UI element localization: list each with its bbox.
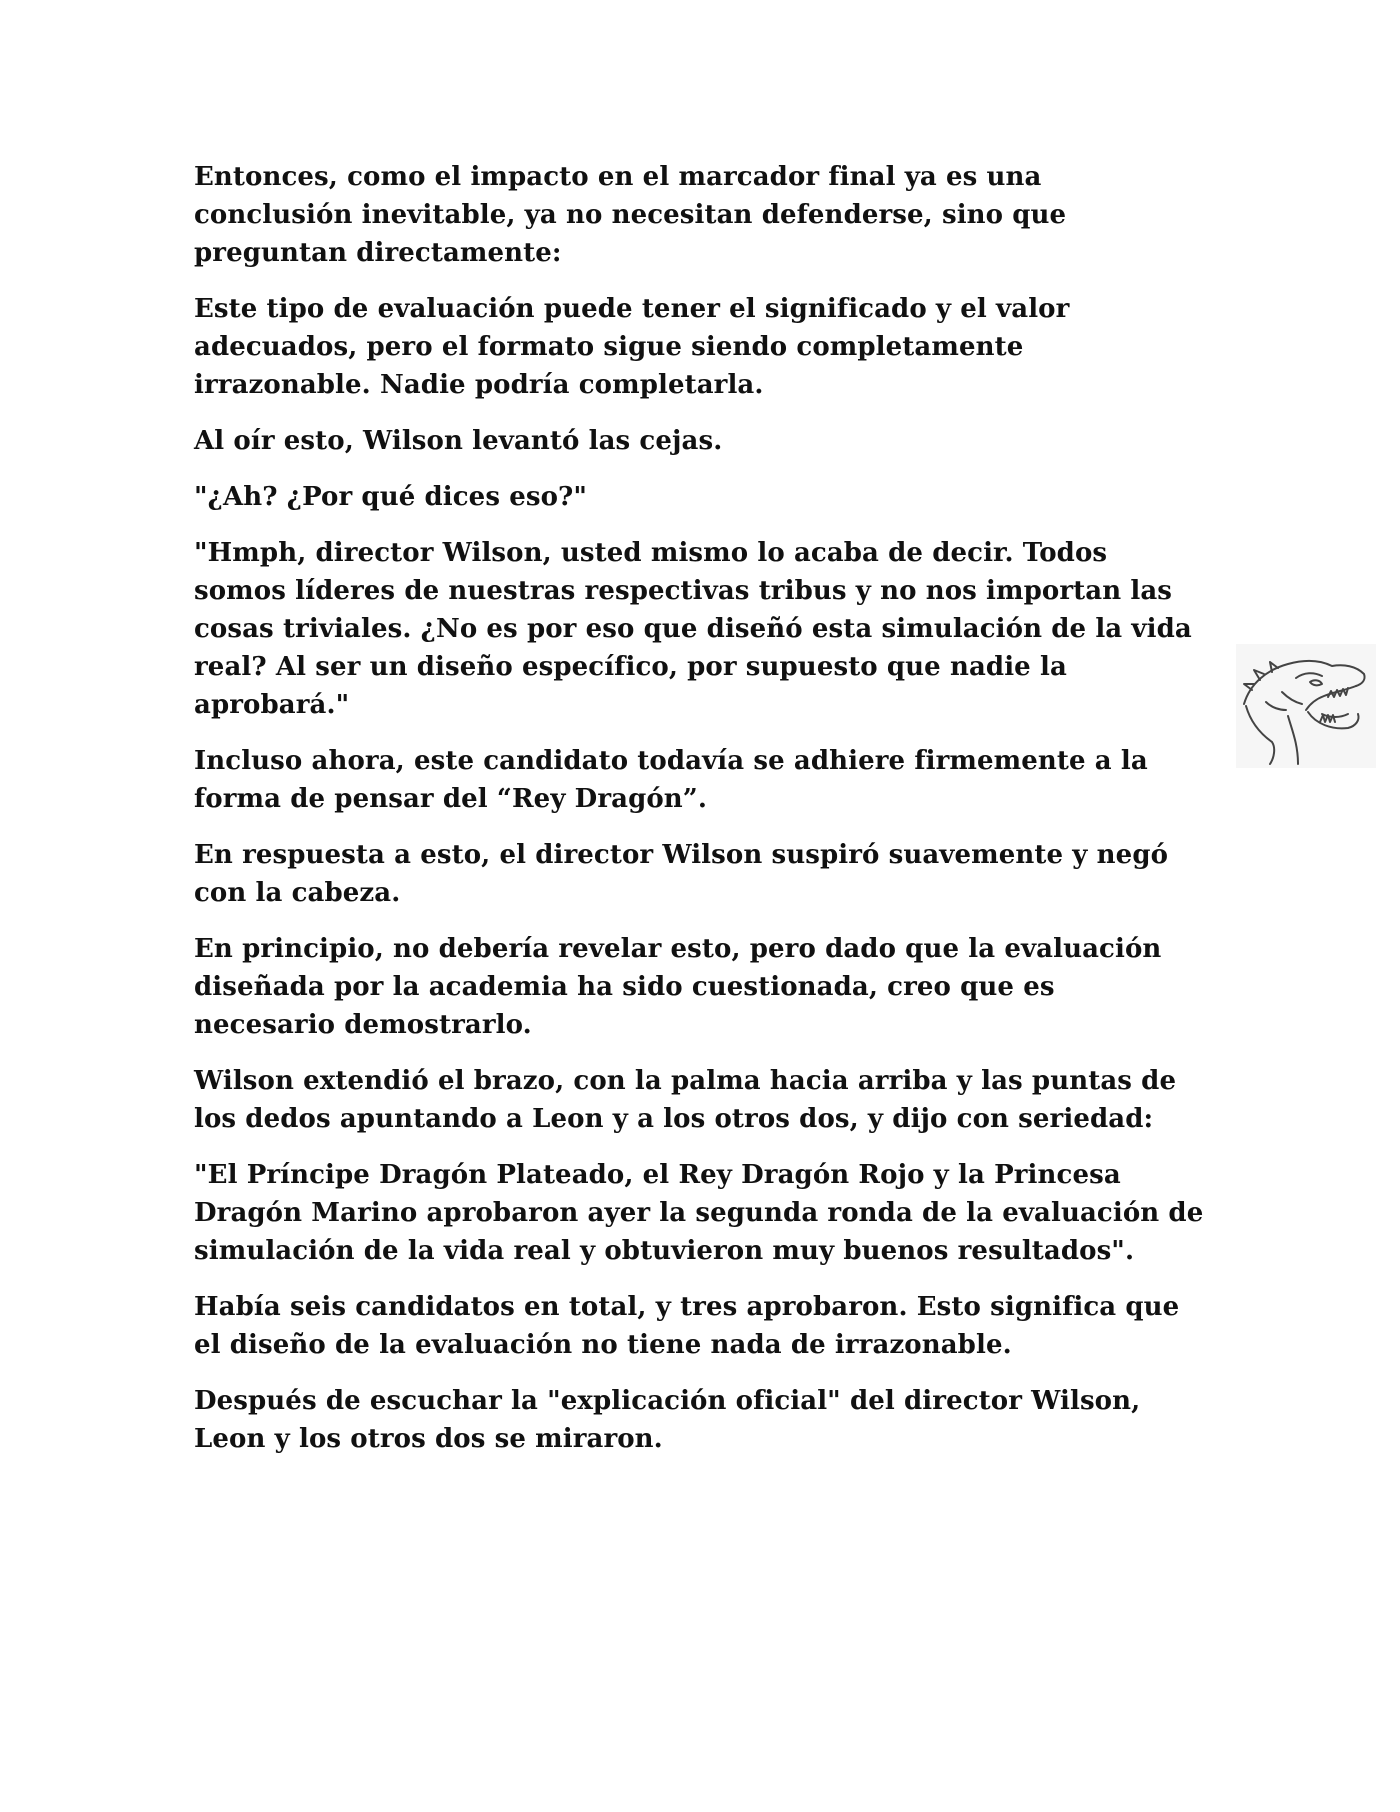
paragraph-1: Entonces, como el impacto en el marcador final ya es una conclusión inevitable, ya no necesitan defenderse, sino que preguntan directamente: (194, 162, 1067, 268)
paragraph-4: "¿Ah? ¿Por qué dices eso?" (194, 482, 588, 512)
paragraph-8: En principio, no debería revelar esto, pero dado que la evaluación diseñada por la academia ha sido cuestionada, creo que es necesario demostrarlo. (194, 934, 1162, 1040)
paragraph-6: Incluso ahora, este candidato todavía se adhiere firmemente a la forma de pensar del “Rey Dragón”. (194, 746, 1148, 814)
paragraph-3: Al oír esto, Wilson levantó las cejas. (194, 426, 723, 456)
paragraph-10: "El Príncipe Dragón Plateado, el Rey Dragón Rojo y la Princesa Dragón Marino aprobaron ayer la segunda ronda de la evaluación de simulación de la vida real y obtuvieron muy buenos resultados". (194, 1160, 1204, 1266)
paragraph-5: "Hmph, director Wilson, usted mismo lo acaba de decir. Todos somos líderes de nuestras respectivas tribus y no nos importan las cosas triviales. ¿No es por eso que diseñó esta simulación de la vida real? Al ser un diseño específico, por supuesto que nadie la aprobará." (194, 538, 1192, 720)
paragraph-7: En respuesta a esto, el director Wilson suspiró suavemente y negó con la cabeza. (194, 840, 1169, 908)
paragraph-12: Después de escuchar la "explicación oficial" del director Wilson, Leon y los otros dos se miraron. (194, 1386, 1141, 1454)
paragraph-9: Wilson extendió el brazo, con la palma hacia arriba y las puntas de los dedos apuntando a Leon y a los otros dos, y dijo con seriedad: (194, 1066, 1177, 1134)
paragraph-2: Este tipo de evaluación puede tener el significado y el valor adecuados, pero el formato sigue siendo completamente irrazonable. Nadie podría completarla. (194, 294, 1070, 400)
story-text (194, 158, 1204, 1476)
dragon-head-sketch-icon (1236, 644, 1376, 768)
paragraph-11: Había seis candidatos en total, y tres aprobaron. Esto significa que el diseño de la evaluación no tiene nada de irrazonable. (194, 1292, 1180, 1360)
